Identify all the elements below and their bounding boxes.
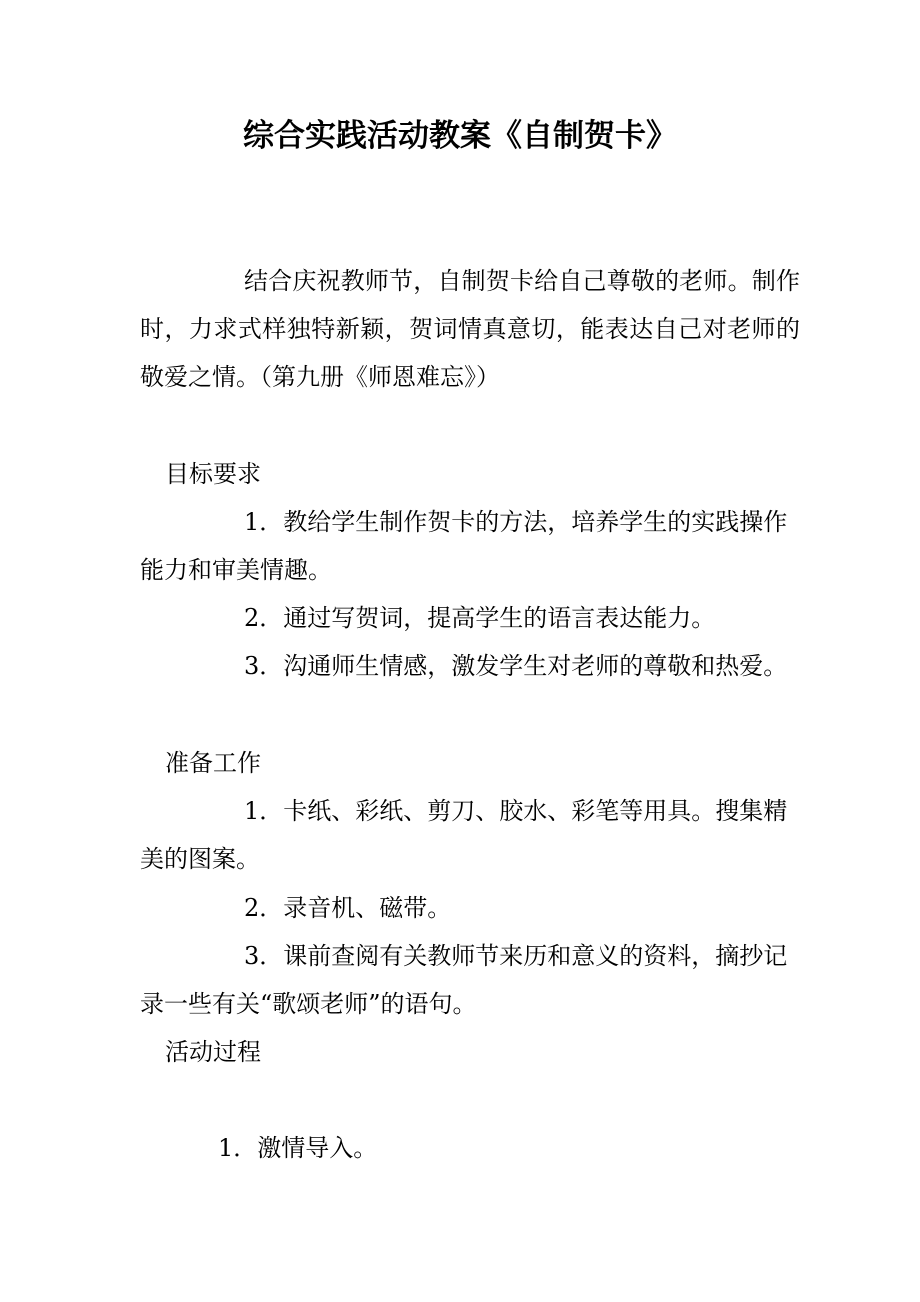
preparation-item-1: 1．卡纸、彩纸、剪刀、胶水、彩笔等用具。搜集精美的图案。 <box>140 797 788 873</box>
goal-item-2: 2．通过写贺词，提高学生的语言表达能力。 <box>244 604 716 632</box>
section-heading-process: 活动过程 <box>165 1038 261 1066</box>
preparation-item-2: 2．录音机、磁带。 <box>244 894 452 922</box>
intro-paragraph: 结合庆祝教师节，自制贺卡给自己尊敬的老师。制作时，力求式样独特新颖，贺词情真意切，能表达自己对老师的敬爱之情。（第九册《师恩难忘》） <box>140 267 800 391</box>
section-heading-preparation: 准备工作 <box>165 749 261 777</box>
goal-item-3: 3．沟通师生情感，激发学生对老师的尊敬和热爱。 <box>244 652 788 680</box>
section-heading-goals: 目标要求 <box>165 460 261 488</box>
document-title: 综合实践活动教案《自制贺卡》 <box>243 118 677 154</box>
preparation-item-3: 3．课前查阅有关教师节来历和意义的资料，摘抄记录一些有关“歌颂老师”的语句。 <box>140 942 788 1018</box>
process-step-1: 1．激情导入。 <box>218 1134 378 1162</box>
goal-item-1: 1．教给学生制作贺卡的方法，培养学生的实践操作能力和审美情趣。 <box>140 508 788 584</box>
